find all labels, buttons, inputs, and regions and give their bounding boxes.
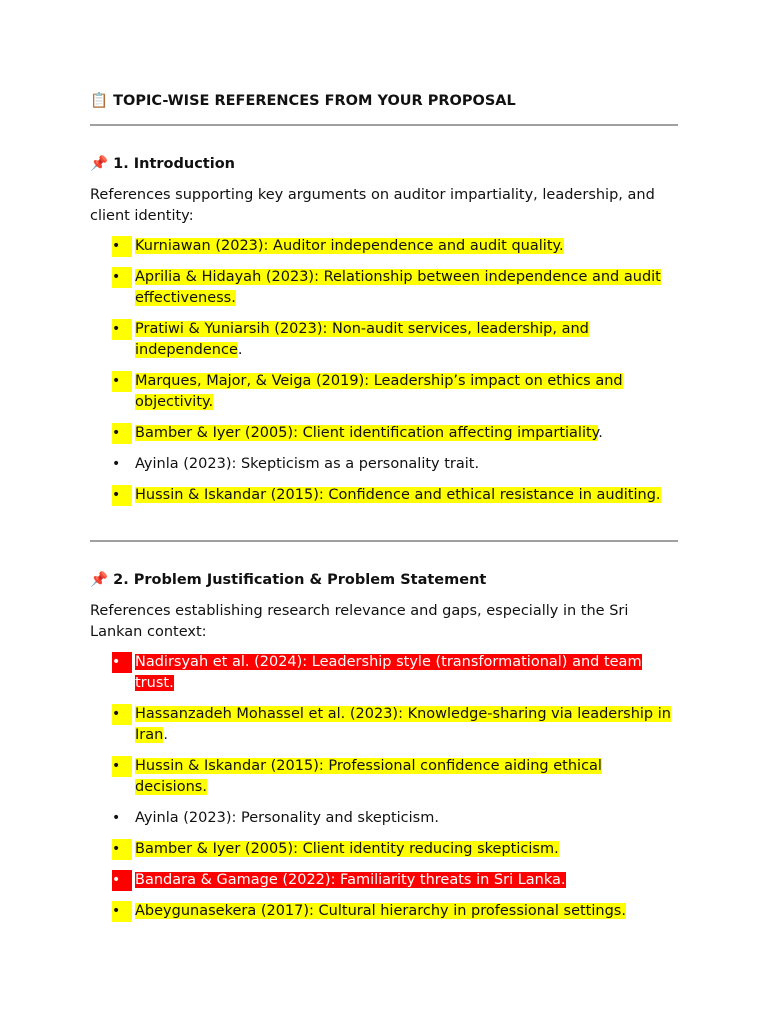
- bullet-icon: •: [112, 371, 132, 392]
- reference-text: Bamber & Iyer (2005): Client identification affecting impartiality: [135, 425, 599, 441]
- reference-item: [90, 870, 678, 891]
- horizontal-rule: [90, 540, 678, 542]
- reference-text: Marques, Major, & Veiga (2019): Leadership’s impact on ethics and objectivity.: [135, 373, 623, 410]
- reference-text: Hussin & Iskandar (2015): Professional confidence aiding ethical decisions.: [135, 758, 602, 795]
- reference-trailing-punctuation: .: [598, 425, 603, 441]
- reference-item: [90, 454, 678, 475]
- reference-item: [90, 267, 678, 309]
- section-intro-problem-justification: References establishing research relevance and gaps, especially in the Sri Lankan context:: [90, 603, 629, 640]
- bullet-icon: •: [112, 485, 132, 506]
- bullet-icon: •: [112, 810, 121, 826]
- reference-item: [90, 652, 678, 694]
- reference-trailing-punctuation: .: [163, 727, 168, 743]
- bullet-icon: •: [112, 423, 132, 444]
- reference-text: Pratiwi & Yuniarsih (2023): Non-audit services, leadership, and independence: [135, 321, 589, 358]
- bullet-icon: •: [112, 901, 132, 922]
- reference-item: [90, 808, 678, 829]
- reference-list-problem-justification: [90, 652, 678, 932]
- reference-item: [90, 839, 678, 860]
- reference-item: [90, 423, 678, 444]
- reference-item: [90, 901, 678, 922]
- reference-text: Kurniawan (2023): Auditor independence and audit quality.: [135, 238, 564, 254]
- reference-item: [90, 371, 678, 413]
- bullet-icon: •: [112, 456, 121, 472]
- bullet-icon: •: [112, 236, 132, 257]
- reference-item: [90, 704, 678, 746]
- reference-text: Bandara & Gamage (2022): Familiarity threats in Sri Lanka.: [135, 872, 566, 888]
- section-heading-problem-justification: 📌 2. Problem Justification & Problem Statement: [90, 572, 487, 588]
- bullet-icon: •: [112, 652, 132, 673]
- reference-item: [90, 236, 678, 257]
- section-intro-introduction: References supporting key arguments on auditor impartiality, leadership, and client identity:: [90, 187, 655, 224]
- reference-text: Ayinla (2023): Skepticism as a personality trait.: [135, 456, 480, 472]
- reference-item: [90, 485, 678, 506]
- reference-text: Nadirsyah et al. (2024): Leadership style (transformational) and team trust.: [135, 654, 642, 691]
- reference-item: [90, 756, 678, 798]
- reference-text: Ayinla (2023): Personality and skepticism.: [135, 810, 439, 826]
- reference-list-introduction: [90, 236, 678, 516]
- horizontal-rule: [90, 124, 678, 126]
- bullet-icon: •: [112, 839, 132, 860]
- section-heading-introduction: 📌 1. Introduction: [90, 156, 235, 172]
- bullet-icon: •: [112, 704, 132, 725]
- document-title: 📋 TOPIC-WISE REFERENCES FROM YOUR PROPOSAL: [90, 93, 516, 109]
- bullet-icon: •: [112, 267, 132, 288]
- bullet-icon: •: [112, 756, 132, 777]
- reference-text: Abeygunasekera (2017): Cultural hierarchy in professional settings.: [135, 903, 626, 919]
- bullet-icon: •: [112, 319, 132, 340]
- bullet-icon: •: [112, 870, 132, 891]
- reference-item: [90, 319, 678, 361]
- reference-text: Hassanzadeh Mohassel et al. (2023): Knowledge-sharing via leadership in Iran: [135, 706, 671, 743]
- reference-text: Bamber & Iyer (2005): Client identity reducing skepticism.: [135, 841, 559, 857]
- reference-text: Hussin & Iskandar (2015): Confidence and ethical resistance in auditing.: [135, 487, 661, 503]
- reference-text: Aprilia & Hidayah (2023): Relationship between independence and audit effectiveness.: [135, 269, 661, 306]
- reference-trailing-punctuation: .: [237, 342, 243, 358]
